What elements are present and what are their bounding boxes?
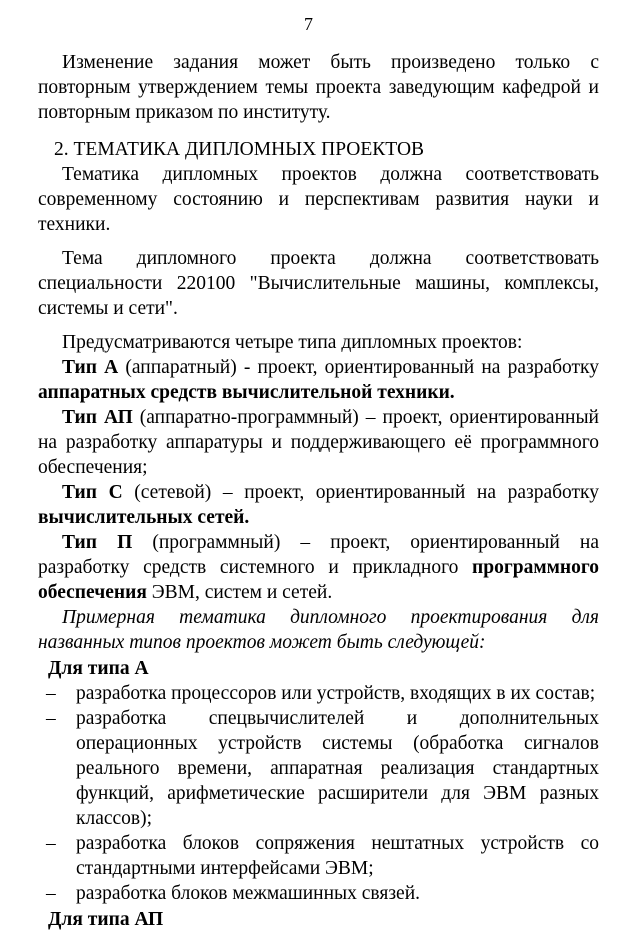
type-a-paragraph bbox=[38, 355, 599, 405]
paragraph-specialty: Тема дипломного проекта должна соответствовать специальности 220100 "Вычислительные машины, комплексы, системы и сети". bbox=[38, 248, 599, 319]
list-item: – разработка блоков сопряжения нештатных устройств со стандартными интерфейсами ЭВМ; bbox=[46, 831, 599, 881]
section-title: 2. ТЕМАТИКА ДИПЛОМНЫХ ПРОЕКТОВ bbox=[54, 139, 425, 160]
type-c-text: (сетевой) – проект, ориентированный на разработку bbox=[122, 482, 599, 503]
type-a-name: Тип А bbox=[62, 357, 119, 378]
paragraph-topics: Тематика дипломных проектов должна соответствовать современному состоянию и перспективам развития науки и техники. bbox=[38, 164, 599, 235]
type-p-bold: программного обеспечения bbox=[38, 557, 599, 603]
type-ap-paragraph bbox=[38, 405, 599, 480]
list-item: – разработка блоков межмашинных связей. bbox=[46, 881, 599, 906]
type-a-text: (аппаратный) - проект, ориентированный на разработку bbox=[118, 357, 600, 378]
type-p-paragraph bbox=[38, 530, 599, 605]
type-c-paragraph bbox=[38, 480, 599, 530]
type-ap-header: Для типа АП bbox=[48, 909, 164, 930]
type-ap-name: Тип АП bbox=[62, 407, 133, 428]
italic-note: Примерная тематика дипломного проектирования для названных типов проектов может быть следующей: bbox=[38, 607, 599, 653]
page-body bbox=[38, 50, 599, 932]
type-a-list bbox=[38, 681, 599, 906]
type-a-header: Для типа А bbox=[48, 658, 149, 679]
type-ap-text: (аппаратно-программный) – проект, ориентированный на разработку аппаратуры и поддерживающего её программного обеспечения; bbox=[38, 407, 599, 478]
type-c-bold: вычислительных сетей. bbox=[38, 507, 250, 528]
type-p-text: (программный) – проект, ориентированный на разработку средств системного и прикладного bbox=[38, 532, 599, 578]
paragraph-types-intro: Предусматриваются четыре типа дипломных проектов: bbox=[62, 332, 523, 353]
list-item: – разработка спецвычислителей и дополнительных операционных устройств системы (обработка сигналов реального времени, аппаратная реализация стандартных функций, арифметические расширители для ЭВМ разных классов); bbox=[46, 706, 599, 831]
type-a-bold: аппаратных средств вычислительной техники. bbox=[38, 382, 455, 403]
list-item: – разработка процессоров или устройств, входящих в их состав; bbox=[46, 681, 599, 706]
type-p-end: ЭВМ, систем и сетей. bbox=[146, 582, 333, 603]
intro-paragraph: Изменение задания может быть произведено только с повторным утверждением темы проекта заведующим кафедрой и повторным приказом по институту. bbox=[38, 52, 599, 123]
page-number: 7 bbox=[304, 14, 313, 34]
type-p-name: Тип П bbox=[62, 532, 133, 553]
type-c-name: Тип С bbox=[62, 482, 123, 503]
